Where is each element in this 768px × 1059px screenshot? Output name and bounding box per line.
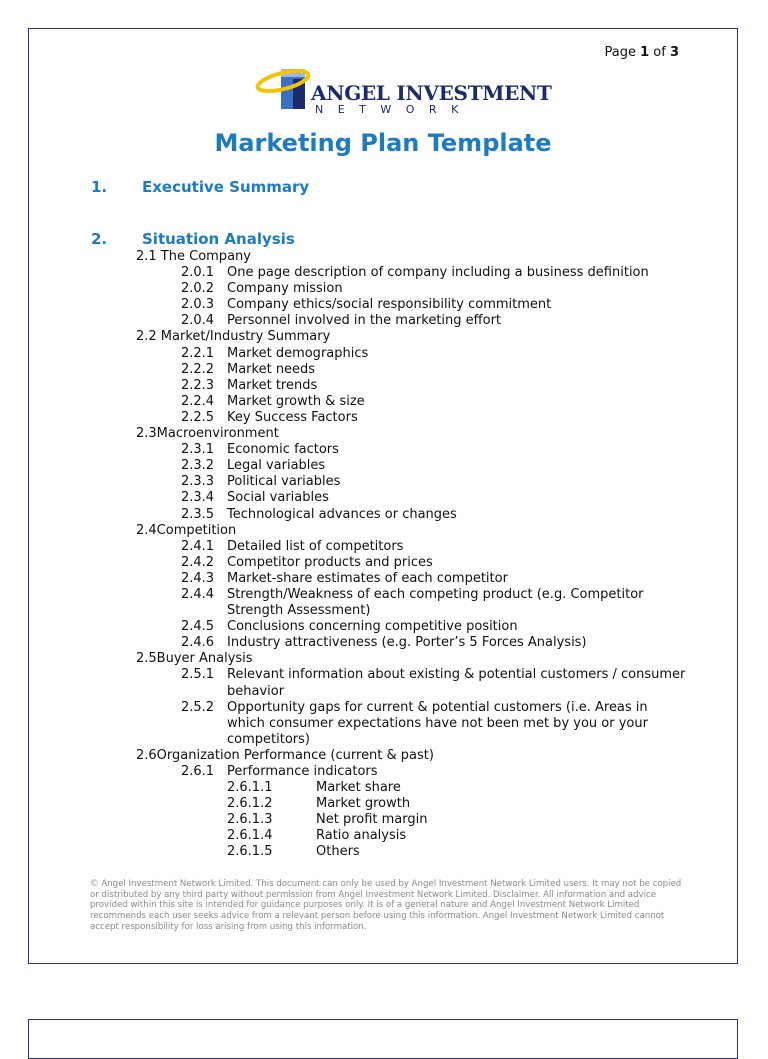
list-item: 2.4.1 Detailed list of competitors (181, 538, 404, 554)
list-item: 2.2.5 Key Success Factors (181, 409, 358, 425)
list-item: 2.2.1 Market demographics (181, 345, 369, 361)
logo-emblem-icon (255, 65, 315, 115)
list-item: 2.4.5 Conclusions concerning competitive position (181, 619, 518, 635)
list-item: 2.0.1 One page description of company including a business definition (181, 265, 649, 281)
list-item: 2.4.6 Industry attractiveness (e.g. Porter’s 5 Forces Analysis) (181, 635, 587, 651)
list-item: 2.6.1.3 Net profit margin (227, 812, 428, 828)
company-logo (255, 65, 552, 116)
outline-list (29, 249, 737, 861)
section-label: Situation Analysis (142, 230, 295, 248)
list-item: 2.3.1 Economic factors (181, 442, 339, 458)
list-item: 2.6.1.4 Ratio analysis (227, 828, 407, 844)
total-pages: 3 (669, 45, 679, 60)
copyright-disclaimer: © Angel Investment Network Limited. This document can only be used by Angel Investment Network Limited users. It may not be copied or distributed by any third party without permission from Angel Investment Network Limited. Disclaimer. All information and advice provided within this site is intended for guidance purposes only. It is of a general nature and Angel Investment Network Limited recommends each user seeks advice from a relevant person before using this information. Angel Investment Network Limited cannot accept responsibility for loss arising from using this information. (90, 879, 682, 932)
page-indicator (604, 45, 679, 60)
list-item: 2.6.1.5 Others (227, 844, 360, 860)
page-of: of (653, 45, 666, 60)
list-item: 2.6.1.2 Market growth (227, 796, 411, 812)
list-item: 2.4.2 Competitor products and prices (181, 554, 433, 570)
next-page-edge (28, 1019, 738, 1059)
logo-line1: ANGEL INVESTMENT (311, 81, 552, 105)
current-page: 1 (640, 45, 650, 60)
list-item: 2.2.2 Market needs (181, 361, 316, 377)
subsection-2-5: 2.5Buyer Analysis (136, 651, 253, 667)
document-page (28, 28, 738, 964)
list-item: 2.2.4 Market growth & size (181, 393, 365, 409)
subsection-2-1: 2.1 The Company (136, 249, 251, 264)
page-label: Page (604, 45, 636, 60)
section-label: Executive Summary (142, 178, 310, 196)
list-item: 2.6.1 Performance indicators (181, 764, 378, 780)
subsection-2-2: 2.2 Market/Industry Summary (136, 329, 331, 345)
list-item: 2.6.1.1 Market share (227, 780, 401, 796)
list-item: 2.4.4 Strength/Weakness of each competing product (e.g. Competitor Strength Assessment) (181, 586, 644, 619)
subsection-2-6: 2.6Organization Performance (current & past) (136, 747, 434, 763)
section-number: 2. (91, 230, 108, 248)
list-item: 2.3.3 Political variables (181, 474, 341, 490)
list-item: 2.0.4 Personnel involved in the marketing effort (181, 313, 502, 329)
subsection-2-4: 2.4Competition (136, 522, 237, 538)
logo-line2: NETWORK (315, 103, 473, 116)
list-item: 2.0.3 Company ethics/social responsibility commitment (181, 297, 552, 313)
list-item: 2.3.4 Social variables (181, 490, 329, 506)
list-item: 2.4.3 Market-share estimates of each competitor (181, 570, 508, 586)
list-item: 2.2.3 Market trends (181, 377, 318, 393)
page-title: Marketing Plan Template (214, 129, 552, 157)
list-item: 2.5.2 Opportunity gaps for current & potential customers (i.e. Areas in which consumer expectations have not been met by you or your competitors) (181, 699, 648, 747)
list-item: 2.3.5 Technological advances or changes (181, 506, 457, 522)
list-item: 2.5.1 Relevant information about existing & potential customers / consumer behavior (181, 667, 686, 699)
section-number: 1. (91, 178, 108, 196)
list-item: 2.0.2 Company mission (181, 281, 343, 297)
list-item: 2.3.2 Legal variables (181, 458, 326, 474)
subsection-2-3: 2.3Macroenvironment (136, 426, 279, 442)
